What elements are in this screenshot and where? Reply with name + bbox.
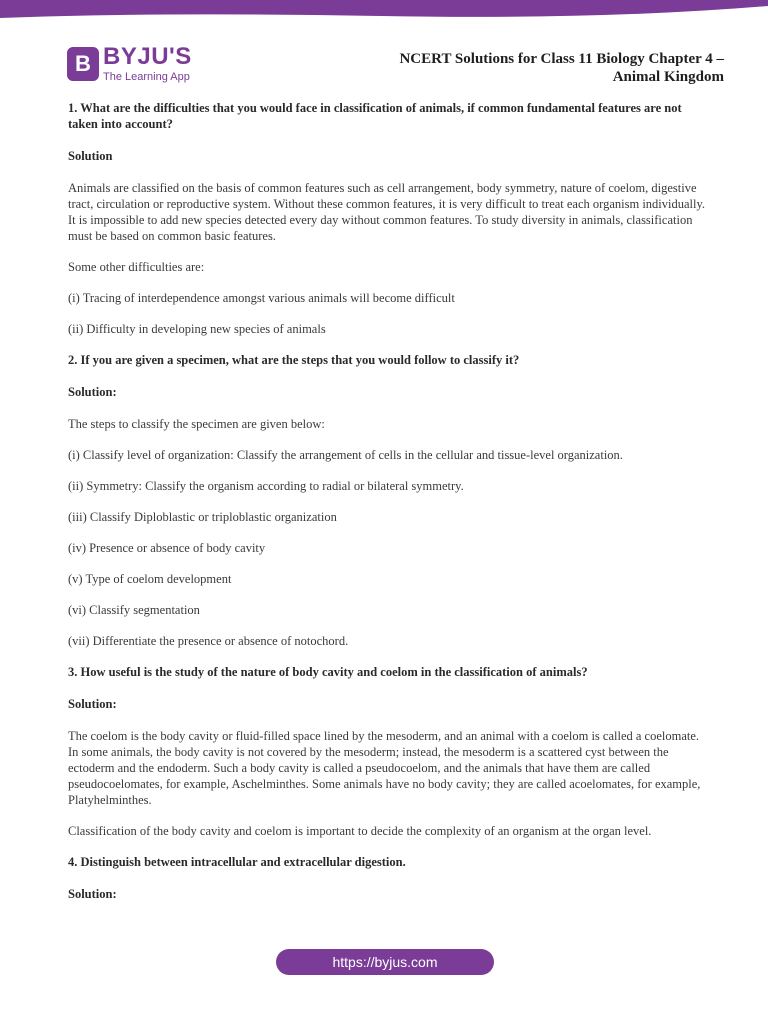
solution-label-2: Solution: bbox=[68, 385, 117, 399]
solution-label-4: Solution: bbox=[68, 887, 117, 901]
answer-2-step: (vi) Classify segmentation bbox=[68, 603, 200, 617]
question-2: 2. If you are given a specimen, what are the steps that you would follow to classify it? bbox=[68, 353, 520, 367]
answer-2-step: (v) Type of coelom development bbox=[68, 572, 232, 586]
document-title-line1: NCERT Solutions for Class 11 Biology Chapter 4 – bbox=[399, 51, 724, 67]
answer-1-paragraph: Animals are classified on the basis of common features such as cell arrangement, body symmetry, nature of coelom, digestive tract, circulation or reproductive system. Without these common features, it is very difficult to treat each organism individually. It is impossible to add new species detected every day without common features. To study diversity in animals, classification must be based on common basic features. bbox=[68, 181, 706, 243]
answer-3-conclusion: Classification of the body cavity and coelom is important to decide the complexity of an organism at the organ level. bbox=[68, 824, 652, 838]
brand-tagline: The Learning App bbox=[103, 71, 190, 83]
answer-2-step: (iii) Classify Diploblastic or triploblastic organization bbox=[68, 510, 337, 524]
answer-3-paragraph: The coelom is the body cavity or fluid-filled space lined by the mesoderm, and an animal with a coelom is called a coelomate. In some animals, the body cavity is not covered by the mesoderm; instead, the mesoderm is a scattered cyst between the ectoderm and the endoderm. Such a body cavity is called a pseudocoelom, and the animals that have them are called pseudocoelomates, for example, Aschelminthes. Some animals have no body cavity; they are called acoelomates, for example, Platyhelminthes. bbox=[68, 729, 701, 807]
answer-2-step: (i) Classify level of organization: Classify the arrangement of cells in the cellular and tissue-level organization. bbox=[68, 448, 623, 462]
document-title bbox=[399, 50, 724, 86]
answer-1-point-ii: (ii) Difficulty in developing new species of animals bbox=[68, 322, 326, 336]
document-body bbox=[68, 100, 708, 918]
answer-2-intro: The steps to classify the specimen are given below: bbox=[68, 417, 325, 431]
answer-1-difficulties-intro: Some other difficulties are: bbox=[68, 260, 205, 274]
footer-website-link[interactable]: https://byjus.com bbox=[276, 949, 494, 975]
document-title-line2: Animal Kingdom bbox=[612, 69, 724, 85]
question-1: 1. What are the difficulties that you would face in classification of animals, if common fundamental features are not taken into account? bbox=[68, 101, 682, 131]
byjus-logo bbox=[67, 45, 192, 83]
top-decorative-banner bbox=[0, 0, 768, 20]
byjus-logo-mark: B bbox=[67, 47, 99, 81]
answer-2-step: (ii) Symmetry: Classify the organism according to radial or bilateral symmetry. bbox=[68, 479, 464, 493]
solution-label-3: Solution: bbox=[68, 697, 117, 711]
solution-label-1: Solution bbox=[68, 149, 113, 163]
brand-name: BYJU'S bbox=[103, 43, 192, 70]
answer-2-step: (iv) Presence or absence of body cavity bbox=[68, 541, 266, 555]
answer-2-step: (vii) Differentiate the presence or absence of notochord. bbox=[68, 634, 349, 648]
question-3: 3. How useful is the study of the nature of body cavity and coelom in the classification of animals? bbox=[68, 665, 588, 679]
answer-1-point-i: (i) Tracing of interdependence amongst various animals will become difficult bbox=[68, 291, 455, 305]
question-4: 4. Distinguish between intracellular and extracellular digestion. bbox=[68, 855, 406, 869]
